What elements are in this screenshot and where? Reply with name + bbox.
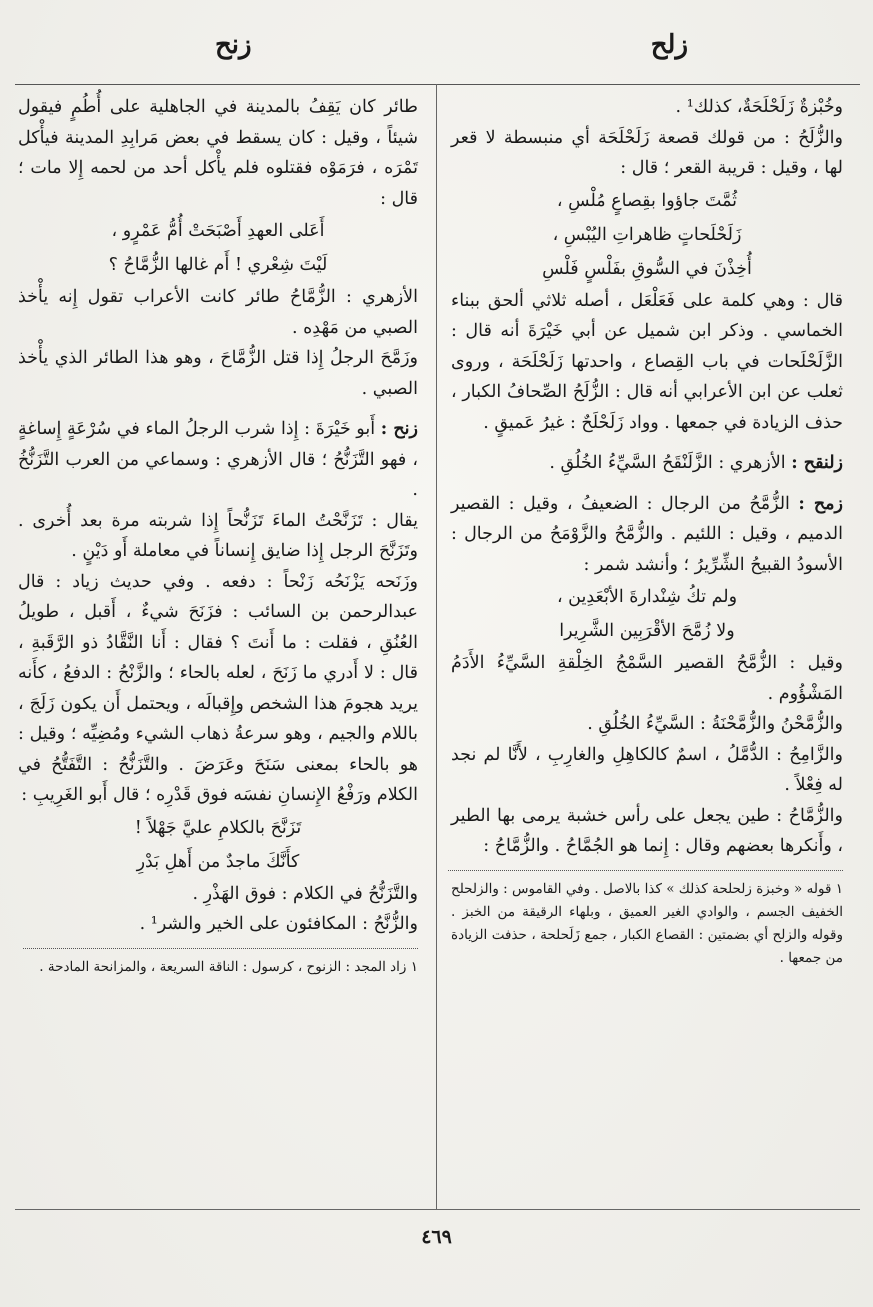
verse-line: كأَنَّكَ ماجدٌ من أَهلِ بَدْرِ [136, 851, 300, 872]
entry-text: الزُّمَّحُ من الرجال : الضعيفُ ، وقيل : القصير الدميم ، وقيل : اللئيم . والزُّمَّحُ والزَّوْمَحُ من الرجال : الأسودُ القبيحُ الشِّرِّيرُ ؛ وأنشد شمر : [451, 493, 843, 575]
verse-line: ولم تكُ شِنْدارةَ الأبْعَدِين ، [556, 587, 738, 607]
left-column [18, 92, 418, 979]
entry-headword: زلنقح : [791, 453, 843, 473]
text-paragraph: وزَنَحه يَزْنَحُه زَنْحاً : دفعه . وفي حديث زياد : قال عبدالرحمن بن السائب : فزَنَحَ شيءٌ ، أَقبل ، طويلُ العُنُقِ ، فقلت : ما أَنتَ ؟ فقال : أَنا النَّقَّادُ ذو الرَّقَبةِ ، قال : لا أَدري ما زَنَحَ ، لعله بالحاء ؛ والزَّنْحُ : الدفعُ ، كأَنه يريد هجومَ هذا الشخص وإِقبالَه ، ويحتمل أَن يكون زَلَجَ ، باللام والجيم ، وهو سرعةُ ذهاب الشيء ومُضِيِّه ؛ وقيل : هو بالحاء بمعنى سَنَحَ وعَرَضَ . والتَّزَنُّحُ : التَّفَتُّحُ في الكلام ورَفْعُ الإِنسانِ نفسَه فوق قَدْرِه ؛ قال أَبو الغَرِيبِ : [18, 571, 418, 805]
text-paragraph: والزُّمَّاحُ : طين يجعل على رأس خشبة يرمى بها الطير ، وأَنكرها بعضهم وقال : إِنما هو الجُمَّاحُ . والزُّمَّاحُ : [451, 805, 843, 856]
entry-zalnqah [451, 448, 843, 479]
text-paragraph: والزَّامِحُ : الدُّمَّلُ ، اسمٌ كالكاهِلِ والغارِبِ ، لأَنَّا لم نجد له فِعْلاً . [451, 744, 843, 795]
text-paragraph: وزَمَّحَ الرجلُ إِذا قتل الزُّمَّاحَ ، وهو هذا الطائر الذي يأْخذ الصبي . [18, 348, 418, 399]
left-running-head: زنح [215, 30, 252, 60]
entry-text: الأزهري : الزَّلَنْقَحُ السَّيِّءُ الخُلُقِ . [549, 453, 792, 473]
text-paragraph: الأزهري : الزُّمَّاحُ طائر كانت الأعراب تقول إِنه يأْخذ الصبي من مَهْدِه . [18, 287, 418, 338]
text-paragraph: والزُّمَّحْنُ والزُّمَّحْنَةُ : السَّيِّءُ الخُلُقِ . [587, 714, 843, 734]
footnote-rule [448, 870, 843, 872]
footnote-rule [23, 948, 418, 950]
text-paragraph: وقيل : الزُّمَّحُ القصير السَّمْجُ الخِلْقةِ السَّيِّءُ الأَدَمُ المَشْؤُوم . [451, 653, 843, 704]
footer-rule [15, 1209, 860, 1210]
entry-zamah [451, 489, 843, 581]
verse-line: ولا زُمَّحَ الأقْرَبِين الشَّرِيرا [559, 621, 735, 641]
text-paragraph: قال : وهي كلمة على فَعَلْعَل ، أصله ثلاثي ألحق ببناء الخماسي . وذكر ابن شميل عن أبي خَيْرَةَ أنه قال : الزَّلَحْلَحات في باب القِصاع ، واحدتها زَلَحْلَحَة ، وروى ثعلب عن ابن الأعرابي أنه قال : الزُّلَحُ الصِّحافُ الكبار ، حذف الزيادة في جمعها . وواد زَلَحْلَحٌ : غيرُ عَميقٍ . [451, 290, 843, 433]
text-paragraph: والزُّلَحُ : من قولك قصعة زَلَحْلَحَة أي منبسطة لا قعر لها ، وقيل : قريبة القعر ؛ قال : [451, 127, 843, 178]
entry-headword: زمح : [798, 493, 843, 514]
verse-line: أُخِذْنَ في السُّوقِ بفَلْسٍ فَلْسِ [542, 258, 752, 279]
text-paragraph: والزُّنَّحُ : المكافئون على الخير والشر¹ . [139, 914, 418, 934]
page-header [0, 30, 873, 70]
text-paragraph: وخُبْزةٌ زَلَحْلَحَةٌ، كذلك¹ . [675, 97, 843, 117]
column-divider [436, 84, 437, 1209]
verse-line: ثُمَّتَ جاؤوا بقِصاعٍ مُلْسِ ، [556, 190, 738, 211]
footnote: ١ زاد المجد : الزنوح ، كرسول : الناقة السريعة ، والمزانحة المادحة . [39, 958, 418, 975]
entry-zanah [18, 414, 418, 506]
footnote: ١ قوله « وخبزة زلحلحة كذلك » كذا بالاصل . وفي القاموس : والزلحلح الخفيف الجسم ، والوادي الغير العميق ، وبلهاء الرقيقة من الخبز . وقوله والزلح أي بضمتين : القصاع الكبار ، جمع زَلَحلحة ، حذفت الزيادة من جمعها . [451, 880, 843, 966]
verse-line: لَيْتَ شِعْري ! أَم غالها الزُّمَّاحُ ؟ [108, 255, 328, 275]
entry-text: أَبو خَيْرَةَ : إِذا شرب الرجلُ الماء في سُرْعَةٍ إِساغةٍ ، فهو التَّزَنُّحُ ؛ قال الأزهري : وسماعي من العرب التَّزَنُّخُ . [18, 419, 418, 500]
entry-headword: زنح : [380, 419, 418, 439]
verse-line: أَعَلى العهدِ أَصْبَحَتْ أُمُّ عَمْرٍو ، [111, 221, 325, 241]
header-rule [15, 84, 860, 85]
text-paragraph: يقال : تَزَنَّحْتُ الماءَ تَزَنُّحاً إِذا شربته مرة بعد أُخرى . وتَزَنَّحَ الرجل إِذا ضايق إِنساناً في معاملة أَو دَيْنٍ . [18, 510, 418, 561]
verse-line: تَزَنَّحَ بالكلامِ عليَّ جَهْلاً ! [134, 817, 302, 838]
text-paragraph: طائر كان يَقِفُ بالمدينة في الجاهلية على أُطُمٍ فيقول شيئاً ، وقيل : كان يسقط في بعض مَرابِدِ المدينة فيأْكل تَمْرَه ، فرَمَوْه فقتلوه فلم يأْكل أحد من لحمه إِلا مات ؛ قال : [18, 97, 418, 209]
right-column [451, 92, 843, 970]
right-running-head: زلح [650, 30, 688, 60]
page-number: ٤٦٩ [421, 1226, 452, 1248]
text-paragraph: والتَّزَنُّحُ في الكلام : فوق الهَذْرِ . [192, 883, 418, 904]
verse-line: زَلَحْلَحاتٍ ظاهراتِ اليُبْسِ ، [552, 224, 742, 245]
